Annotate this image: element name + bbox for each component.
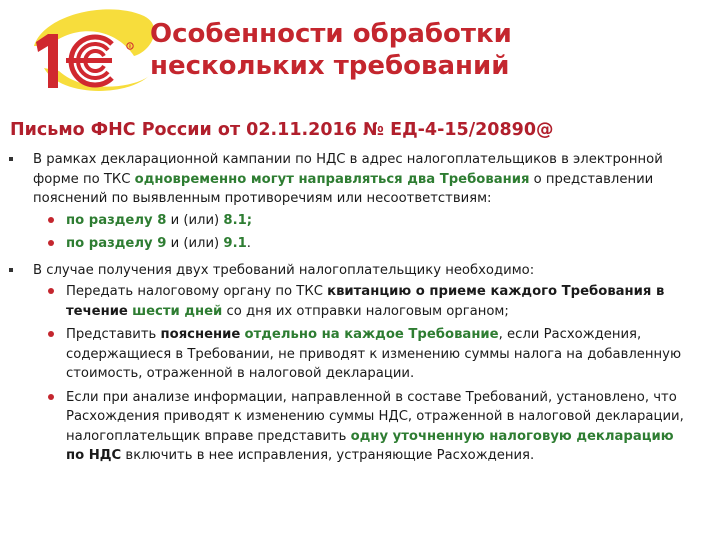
text: и (или): [166, 236, 224, 251]
text: Передать налоговому органу по ТКС: [66, 284, 328, 299]
highlight-text: по разделу 8: [66, 212, 167, 228]
list-item-declaration-campaign: [0, 150, 720, 209]
highlight-text: одновременно могут направляться два Требования: [134, 171, 530, 187]
text: , если Расхождения, содержащиеся в Требовании, не приводят к изменению суммы налога на добавленную стоимость, отраженной в налоговой декларации.: [66, 327, 682, 381]
title-line-1: Особенности обработки: [150, 19, 512, 49]
text: включить в нее исправления, устраняющие Расхождения.: [121, 448, 535, 463]
round-bullet-icon: [48, 331, 54, 337]
round-bullet-icon: [48, 240, 54, 246]
title-line-2: нескольких требований: [150, 51, 510, 81]
sub-item-corrected-declaration: [0, 388, 720, 466]
page-title: [150, 18, 710, 82]
round-bullet-icon: [48, 288, 54, 294]
bold-text: по НДС: [66, 448, 122, 463]
text: Представить: [66, 327, 161, 342]
highlight-text: отдельно на каждое Требование: [244, 327, 499, 342]
text: со дня их отправки налоговым органом;: [222, 303, 509, 319]
round-bullet-icon: [48, 394, 54, 400]
round-bullet-icon: [48, 217, 54, 223]
highlight-text: 9.1: [223, 236, 247, 251]
sub-item-receipt: [0, 282, 720, 321]
highlight-text: 8.1;: [223, 212, 253, 228]
text: В случае получения двух требований налогоплательщику необходимо:: [33, 262, 535, 278]
text: Если при анализе информации, направленной в составе Требований, установлено, что Расхождения приводят к изменению суммы НДС, отраженной в налоговой декларации, налогоплательщик вправе представить: [66, 389, 684, 444]
highlight-text: по разделу 9: [66, 236, 167, 251]
sub-item-explanation: [0, 325, 720, 384]
square-bullet-icon: [9, 157, 13, 161]
list-item-two-requirements: [0, 261, 720, 281]
text: В рамках декларационной кампании по НДС в адрес налогоплательщиков в электронной форме по ТКС: [33, 152, 663, 187]
svg-text:R: R: [128, 44, 132, 49]
sub-item-section-9: [0, 234, 720, 254]
square-bullet-icon: [9, 268, 13, 272]
text: о представлении пояснений по выявленным противоречиям или несоответствиям:: [33, 171, 654, 206]
letter-reference-heading: Письмо ФНС России от 02.11.2016 № ЕД-4-15/20890@: [10, 120, 554, 140]
bold-text: квитанцию о приеме каждого Требования в течение: [66, 284, 665, 319]
bold-text: пояснение: [160, 327, 241, 342]
slide-content: [0, 150, 720, 470]
sub-item-section-8: [0, 211, 720, 231]
text: и (или): [166, 212, 224, 228]
highlight-text: шести дней: [132, 303, 223, 319]
text: .: [246, 236, 251, 251]
highlight-text: одну уточненную налоговую декларацию: [350, 428, 674, 444]
